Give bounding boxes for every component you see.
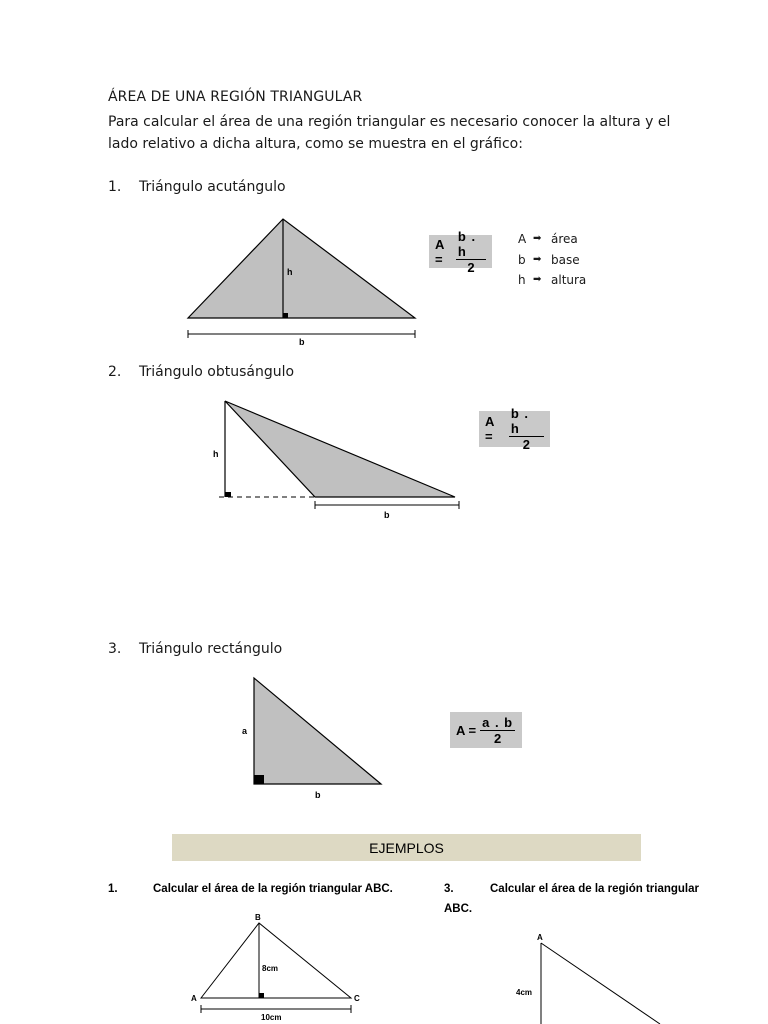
formula-obtuse [479,406,550,452]
formula-denominator: 2 [522,437,531,452]
example-3-text: Calcular el área de la región triangular [490,883,699,895]
vertex-c-label: C [354,994,360,1003]
acute-triangle [188,219,415,318]
intro-paragraph: Para calcular el área de una región triangular es necesario conocer la altura y el lado relativo a dicha altura, como se muestra en el gráfico: [108,114,671,152]
formula-numerator: b . h [456,229,486,260]
side-value-label: 4cm [516,988,533,997]
right-angle-marker [225,492,231,497]
section-number: 2. [108,364,122,380]
examples-banner: EJEMPLOS [172,834,641,861]
formula-denominator: 2 [494,730,502,746]
section-label: Triángulo acutángulo [139,179,286,195]
example-1-number: 1. [108,883,118,895]
formula-lhs: A = [435,236,444,267]
vertex-a-label: A [537,933,543,942]
example3-figure [516,933,660,1024]
formula-acute [429,228,492,275]
height-label: h [287,267,293,277]
section-label: Triángulo rectángulo [139,641,283,657]
legend [518,229,586,291]
example1-figure [191,913,360,1022]
formula-fraction [480,715,515,746]
legend-symbol: h [518,273,526,287]
example-1-text: Calcular el área de la región triangular ABC. [153,883,393,895]
right-triangle [254,678,381,784]
acute-triangle-figure [188,219,415,347]
height-label: h [213,449,219,459]
example-3-number: 3. [444,883,454,895]
legend-row [518,229,586,250]
page-title: ÁREA DE UNA REGIÓN TRIANGULAR [108,89,363,105]
formula-fraction [509,406,544,452]
obtuse-triangle [225,401,455,497]
section-number: 3. [108,641,122,657]
formula-lhs: A = [456,722,477,738]
example-3-text-cont: ABC. [444,903,473,915]
side-b-label: b [315,790,321,800]
hypotenuse [541,943,660,1024]
legend-row [518,250,586,271]
legend-row [518,270,586,291]
arrow-right-icon: ➡ [533,253,542,265]
right-angle-marker [254,775,264,784]
section-number: 1. [108,179,122,195]
formula-numerator: a . b [482,714,514,730]
right-triangle-figure [242,678,381,800]
right-angle-marker [259,993,264,998]
example1-triangle [201,923,351,998]
base-label: b [299,337,305,347]
side-a-label: a [242,726,248,736]
vertex-a-label: A [191,994,197,1003]
legend-meaning: base [551,252,580,267]
arrow-right-icon: ➡ [533,274,542,285]
formula-right [450,712,522,748]
formula-numerator: b . h [509,406,544,437]
legend-meaning: altura [551,273,587,287]
legend-symbol: A [518,232,527,246]
obtuse-triangle-figure [213,401,459,520]
formula-fraction [456,229,486,275]
base-label: b [384,510,390,520]
formula-lhs: A = [485,414,494,444]
section-label: Triángulo obtusángulo [139,364,295,380]
base-value-label: 10cm [261,1013,282,1022]
legend-symbol: b [518,252,526,267]
vertex-b-label: B [255,913,261,922]
height-value-label: 8cm [262,964,279,973]
formula-denominator: 2 [467,259,475,275]
legend-meaning: área [551,232,578,246]
right-angle-marker [283,313,288,318]
arrow-right-icon: ➡ [533,233,542,244]
